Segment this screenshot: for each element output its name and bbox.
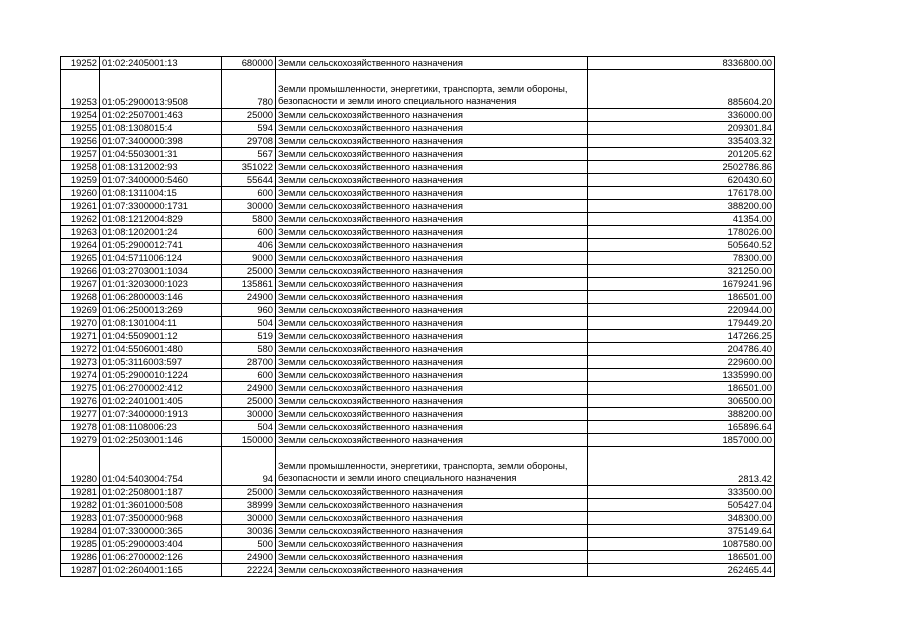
cadastral-number-cell: 01:05:2900010:1224 (100, 369, 222, 382)
table-row (61, 408, 775, 421)
area-cell: 30000 (222, 200, 276, 213)
row-number-cell: 19283 (61, 512, 100, 525)
cadastral-number-cell: 01:03:2703001:1034 (100, 265, 222, 278)
table-row (61, 291, 775, 304)
area-cell: 22224 (222, 564, 276, 577)
row-number-cell: 19282 (61, 499, 100, 512)
row-number-cell: 19278 (61, 421, 100, 434)
land-category-cell: Земли сельскохозяйственного назначения (276, 109, 588, 122)
area-cell: 25000 (222, 395, 276, 408)
row-number-cell: 19258 (61, 161, 100, 174)
cadastral-value-cell: 388200.00 (588, 408, 775, 421)
land-category-cell: Земли сельскохозяйственного назначения (276, 330, 588, 343)
table-row (61, 330, 775, 343)
land-plot-table (60, 56, 775, 577)
table-row (61, 239, 775, 252)
area-cell: 29708 (222, 135, 276, 148)
area-cell: 504 (222, 317, 276, 330)
cadastral-value-cell: 41354.00 (588, 213, 775, 226)
land-category-cell: Земли сельскохозяйственного назначения (276, 239, 588, 252)
cadastral-number-cell: 01:01:3601000:508 (100, 499, 222, 512)
row-number-cell: 19271 (61, 330, 100, 343)
table-row (61, 148, 775, 161)
land-category-cell: Земли сельскохозяйственного назначения (276, 369, 588, 382)
land-category-cell: Земли сельскохозяйственного назначения (276, 317, 588, 330)
cadastral-value-cell: 220944.00 (588, 304, 775, 317)
land-category-cell: Земли сельскохозяйственного назначения (276, 226, 588, 239)
table-row (61, 382, 775, 395)
land-category-cell: Земли сельскохозяйственного назначения (276, 434, 588, 447)
cadastral-value-cell: 1857000.00 (588, 434, 775, 447)
area-cell: 500 (222, 538, 276, 551)
cadastral-number-cell: 01:06:2700002:126 (100, 551, 222, 564)
land-category-cell: Земли сельскохозяйственного назначения (276, 421, 588, 434)
row-number-cell: 19261 (61, 200, 100, 213)
area-cell: 580 (222, 343, 276, 356)
land-category-cell: Земли сельскохозяйственного назначения (276, 200, 588, 213)
land-category-cell: Земли промышленности, энергетики, транспорта, земли обороны, безопасности и земли иного специального назначения (276, 447, 588, 486)
cadastral-value-cell: 2813.42 (588, 447, 775, 486)
row-number-cell: 19279 (61, 434, 100, 447)
cadastral-value-cell: 186501.00 (588, 382, 775, 395)
cadastral-number-cell: 01:07:3300000:365 (100, 525, 222, 538)
land-plot-table-body (61, 57, 775, 577)
cadastral-number-cell: 01:02:2508001:187 (100, 486, 222, 499)
cadastral-number-cell: 01:06:2500013:269 (100, 304, 222, 317)
area-cell: 780 (222, 70, 276, 109)
row-number-cell: 19276 (61, 395, 100, 408)
cadastral-value-cell: 505640.52 (588, 239, 775, 252)
cadastral-number-cell: 01:08:1202001:24 (100, 226, 222, 239)
cadastral-value-cell: 262465.44 (588, 564, 775, 577)
area-cell: 600 (222, 369, 276, 382)
cadastral-number-cell: 01:05:2900003:404 (100, 538, 222, 551)
land-category-cell: Земли сельскохозяйственного назначения (276, 122, 588, 135)
table-row (61, 356, 775, 369)
cadastral-number-cell: 01:05:3116003:597 (100, 356, 222, 369)
cadastral-number-cell: 01:06:2800003:146 (100, 291, 222, 304)
row-number-cell: 19280 (61, 447, 100, 486)
cadastral-number-cell: 01:08:1301004:11 (100, 317, 222, 330)
cadastral-value-cell: 1679241.96 (588, 278, 775, 291)
area-cell: 24900 (222, 291, 276, 304)
land-category-cell: Земли сельскохозяйственного назначения (276, 291, 588, 304)
row-number-cell: 19272 (61, 343, 100, 356)
area-cell: 25000 (222, 109, 276, 122)
area-cell: 960 (222, 304, 276, 317)
area-cell: 351022 (222, 161, 276, 174)
row-number-cell: 19255 (61, 122, 100, 135)
row-number-cell: 19263 (61, 226, 100, 239)
row-number-cell: 19286 (61, 551, 100, 564)
cadastral-value-cell: 1335990.00 (588, 369, 775, 382)
area-cell: 25000 (222, 486, 276, 499)
cadastral-number-cell: 01:05:2900012:741 (100, 239, 222, 252)
area-cell: 680000 (222, 57, 276, 70)
cadastral-number-cell: 01:04:5506001:480 (100, 343, 222, 356)
table-row (61, 551, 775, 564)
area-cell: 600 (222, 226, 276, 239)
cadastral-value-cell: 229600.00 (588, 356, 775, 369)
cadastral-number-cell: 01:02:2503001:146 (100, 434, 222, 447)
area-cell: 150000 (222, 434, 276, 447)
cadastral-value-cell: 388200.00 (588, 200, 775, 213)
cadastral-value-cell: 201205.62 (588, 148, 775, 161)
row-number-cell: 19275 (61, 382, 100, 395)
land-category-cell: Земли сельскохозяйственного назначения (276, 486, 588, 499)
row-number-cell: 19274 (61, 369, 100, 382)
land-category-cell: Земли сельскохозяйственного назначения (276, 187, 588, 200)
cadastral-number-cell: 01:08:1311004:15 (100, 187, 222, 200)
row-number-cell: 19268 (61, 291, 100, 304)
row-number-cell: 19266 (61, 265, 100, 278)
table-row (61, 564, 775, 577)
table-row (61, 538, 775, 551)
cadastral-value-cell: 1087580.00 (588, 538, 775, 551)
row-number-cell: 19260 (61, 187, 100, 200)
table-row (61, 174, 775, 187)
cadastral-value-cell: 885604.20 (588, 70, 775, 109)
area-cell: 30000 (222, 408, 276, 421)
table-row (61, 109, 775, 122)
area-cell: 30000 (222, 512, 276, 525)
table-row (61, 447, 775, 486)
area-cell: 519 (222, 330, 276, 343)
table-row (61, 525, 775, 538)
cadastral-number-cell: 01:01:3203000:1023 (100, 278, 222, 291)
land-category-cell: Земли сельскохозяйственного назначения (276, 538, 588, 551)
cadastral-number-cell: 01:08:1108006:23 (100, 421, 222, 434)
cadastral-number-cell: 01:05:2900013:9508 (100, 70, 222, 109)
table-row (61, 317, 775, 330)
cadastral-value-cell: 335403.32 (588, 135, 775, 148)
table-row (61, 278, 775, 291)
row-number-cell: 19269 (61, 304, 100, 317)
area-cell: 55644 (222, 174, 276, 187)
row-number-cell: 19254 (61, 109, 100, 122)
table-row (61, 369, 775, 382)
area-cell: 504 (222, 421, 276, 434)
cadastral-number-cell: 01:04:5711006:124 (100, 252, 222, 265)
cadastral-value-cell: 186501.00 (588, 551, 775, 564)
table-row (61, 226, 775, 239)
table-row (61, 512, 775, 525)
area-cell: 30036 (222, 525, 276, 538)
table-row (61, 486, 775, 499)
row-number-cell: 19284 (61, 525, 100, 538)
area-cell: 9000 (222, 252, 276, 265)
area-cell: 600 (222, 187, 276, 200)
row-number-cell: 19257 (61, 148, 100, 161)
land-category-cell: Земли сельскохозяйственного назначения (276, 148, 588, 161)
land-category-cell: Земли сельскохозяйственного назначения (276, 304, 588, 317)
land-category-cell: Земли сельскохозяйственного назначения (276, 265, 588, 278)
cadastral-number-cell: 01:07:3400000:5460 (100, 174, 222, 187)
table-row (61, 343, 775, 356)
land-category-cell: Земли сельскохозяйственного назначения (276, 343, 588, 356)
table-row (61, 135, 775, 148)
table-row (61, 200, 775, 213)
land-category-cell: Земли сельскохозяйственного назначения (276, 512, 588, 525)
cadastral-number-cell: 01:06:2700002:412 (100, 382, 222, 395)
cadastral-value-cell: 321250.00 (588, 265, 775, 278)
table-row (61, 434, 775, 447)
cadastral-number-cell: 01:02:2405001:13 (100, 57, 222, 70)
table-row (61, 304, 775, 317)
cadastral-number-cell: 01:02:2604001:165 (100, 564, 222, 577)
cadastral-number-cell: 01:07:3300000:1731 (100, 200, 222, 213)
row-number-cell: 19277 (61, 408, 100, 421)
table-row (61, 122, 775, 135)
cadastral-value-cell: 176178.00 (588, 187, 775, 200)
cadastral-value-cell: 8336800.00 (588, 57, 775, 70)
table-row (61, 161, 775, 174)
land-category-cell: Земли сельскохозяйственного назначения (276, 213, 588, 226)
table-row (61, 265, 775, 278)
row-number-cell: 19252 (61, 57, 100, 70)
land-category-cell: Земли сельскохозяйственного назначения (276, 499, 588, 512)
row-number-cell: 19285 (61, 538, 100, 551)
table-row (61, 499, 775, 512)
land-category-cell: Земли промышленности, энергетики, транспорта, земли обороны, безопасности и земли иного специального назначения (276, 70, 588, 109)
land-category-cell: Земли сельскохозяйственного назначения (276, 551, 588, 564)
area-cell: 135861 (222, 278, 276, 291)
cadastral-value-cell: 186501.00 (588, 291, 775, 304)
row-number-cell: 19253 (61, 70, 100, 109)
row-number-cell: 19262 (61, 213, 100, 226)
row-number-cell: 19264 (61, 239, 100, 252)
cadastral-number-cell: 01:07:3400000:1913 (100, 408, 222, 421)
area-cell: 94 (222, 447, 276, 486)
row-number-cell: 19273 (61, 356, 100, 369)
land-category-cell: Земли сельскохозяйственного назначения (276, 395, 588, 408)
area-cell: 28700 (222, 356, 276, 369)
cadastral-value-cell: 375149.64 (588, 525, 775, 538)
cadastral-value-cell: 2502786.86 (588, 161, 775, 174)
cadastral-number-cell: 01:04:5503001:31 (100, 148, 222, 161)
cadastral-value-cell: 204786.40 (588, 343, 775, 356)
table-row (61, 213, 775, 226)
area-cell: 38999 (222, 499, 276, 512)
cadastral-value-cell: 179449.20 (588, 317, 775, 330)
area-cell: 24900 (222, 551, 276, 564)
cadastral-number-cell: 01:08:1312002:93 (100, 161, 222, 174)
row-number-cell: 19287 (61, 564, 100, 577)
cadastral-value-cell: 505427.04 (588, 499, 775, 512)
cadastral-number-cell: 01:08:1212004:829 (100, 213, 222, 226)
cadastral-value-cell: 78300.00 (588, 252, 775, 265)
cadastral-value-cell: 165896.64 (588, 421, 775, 434)
row-number-cell: 19259 (61, 174, 100, 187)
land-category-cell: Земли сельскохозяйственного назначения (276, 408, 588, 421)
cadastral-value-cell: 306500.00 (588, 395, 775, 408)
land-category-cell: Земли сельскохозяйственного назначения (276, 278, 588, 291)
land-category-cell: Земли сельскохозяйственного назначения (276, 135, 588, 148)
cadastral-value-cell: 178026.00 (588, 226, 775, 239)
cadastral-value-cell: 209301.84 (588, 122, 775, 135)
land-category-cell: Земли сельскохозяйственного назначения (276, 382, 588, 395)
cadastral-value-cell: 620430.60 (588, 174, 775, 187)
area-cell: 567 (222, 148, 276, 161)
row-number-cell: 19267 (61, 278, 100, 291)
cadastral-number-cell: 01:08:1308015:4 (100, 122, 222, 135)
land-category-cell: Земли сельскохозяйственного назначения (276, 57, 588, 70)
area-cell: 406 (222, 239, 276, 252)
cadastral-value-cell: 348300.00 (588, 512, 775, 525)
area-cell: 5800 (222, 213, 276, 226)
cadastral-number-cell: 01:02:2507001:463 (100, 109, 222, 122)
cadastral-number-cell: 01:02:2401001:405 (100, 395, 222, 408)
row-number-cell: 19270 (61, 317, 100, 330)
land-category-cell: Земли сельскохозяйственного назначения (276, 174, 588, 187)
table-row (61, 57, 775, 70)
cadastral-number-cell: 01:07:3400000:398 (100, 135, 222, 148)
row-number-cell: 19265 (61, 252, 100, 265)
table-row (61, 252, 775, 265)
row-number-cell: 19256 (61, 135, 100, 148)
table-row (61, 187, 775, 200)
land-category-cell: Земли сельскохозяйственного назначения (276, 525, 588, 538)
area-cell: 25000 (222, 265, 276, 278)
cadastral-number-cell: 01:04:5509001:12 (100, 330, 222, 343)
table-row (61, 395, 775, 408)
cadastral-value-cell: 333500.00 (588, 486, 775, 499)
land-category-cell: Земли сельскохозяйственного назначения (276, 356, 588, 369)
document-sheet (60, 56, 775, 577)
area-cell: 24900 (222, 382, 276, 395)
table-row (61, 70, 775, 109)
land-category-cell: Земли сельскохозяйственного назначения (276, 161, 588, 174)
cadastral-value-cell: 336000.00 (588, 109, 775, 122)
cadastral-number-cell: 01:04:5403004:754 (100, 447, 222, 486)
land-category-cell: Земли сельскохозяйственного назначения (276, 564, 588, 577)
cadastral-number-cell: 01:07:3500000:968 (100, 512, 222, 525)
table-row (61, 421, 775, 434)
cadastral-value-cell: 147266.25 (588, 330, 775, 343)
area-cell: 594 (222, 122, 276, 135)
row-number-cell: 19281 (61, 486, 100, 499)
land-category-cell: Земли сельскохозяйственного назначения (276, 252, 588, 265)
